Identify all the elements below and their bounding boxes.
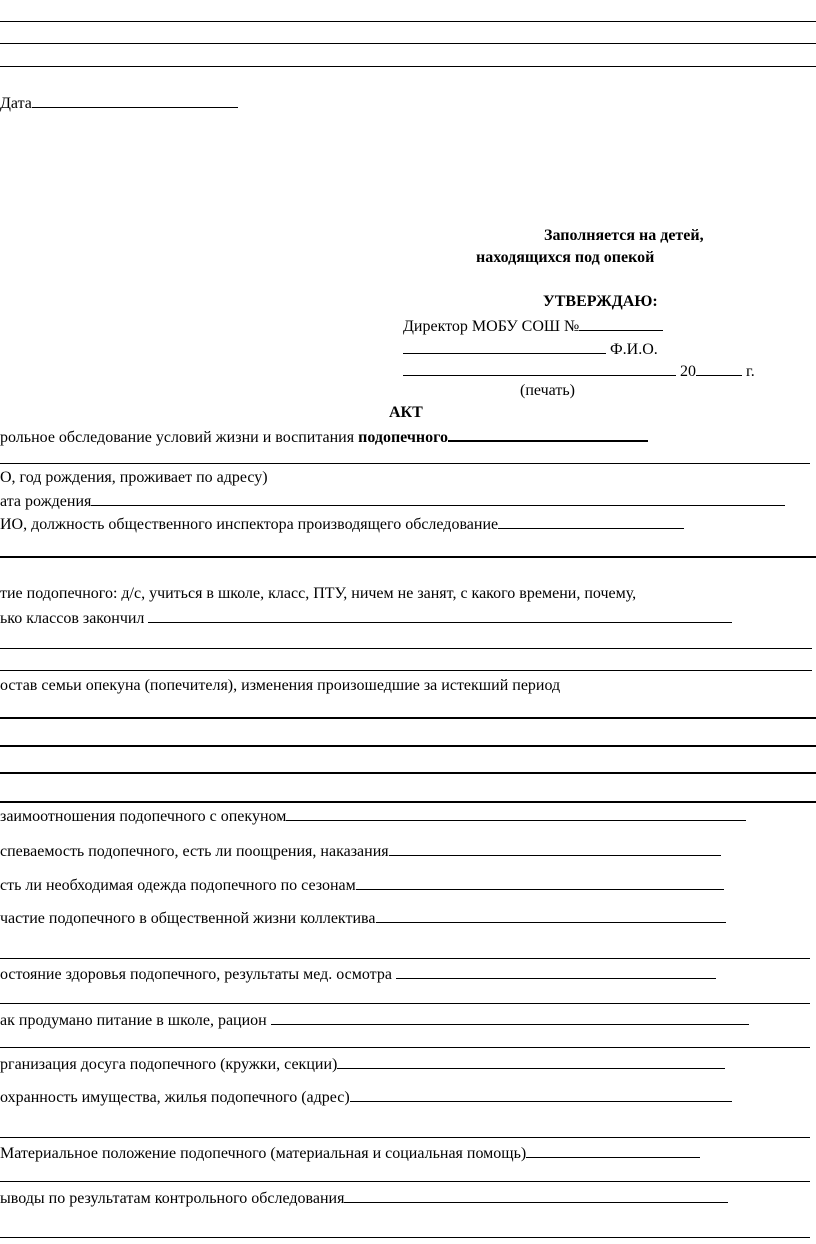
clothing-label: сть ли необходимая одежда подопечного по сезонам [0,877,356,894]
clothing-blank [356,874,724,890]
note-line-2: находящихся под опекой [476,249,655,266]
relations-field [0,805,746,827]
year-suffix: г. [746,363,755,380]
fio-line [403,338,658,360]
rule-j [0,1003,810,1004]
property-blank [350,1086,732,1102]
rule-i [0,958,810,959]
conclusions-blank [344,1187,728,1203]
act-subtitle-blank [448,425,648,442]
rule-f [0,745,816,747]
rule-n [0,1237,810,1238]
rule-m [0,1181,810,1182]
act-title: АКТ [389,404,423,421]
director-blank [579,315,663,331]
property-field [0,1086,732,1108]
inspector-label: ИО, должность общественного инспектора производящего обследование [0,516,499,533]
date-blank [32,92,238,108]
rule-k [0,1047,810,1048]
date-approval-blank [403,360,676,376]
rule-b [0,556,816,558]
director-line [403,315,663,337]
progress-blank [389,840,721,856]
progress-label: спеваемость подопечного, есть ли поощрения, наказания [0,843,389,860]
nutrition-blank [271,1009,749,1025]
fio-address-hint: О, год рождения, проживает по адресу) [0,469,268,486]
note-line-1: Заполняется на детей, [544,227,704,244]
social-field [0,907,726,929]
progress-field [0,840,721,862]
family-field: остав семьи опекуна (попечителя), изменения произошедшие за истекший период [0,677,561,694]
rule-e [0,717,816,719]
birth-date-blank [91,490,785,506]
occupation-line-1: тие подопечного: д/с, учиться в школе, класс, ПТУ, ничем не занят, с какого времени, почему, [0,585,637,602]
rule-d [0,670,812,671]
rule-h [0,801,816,803]
director-label: Директор МОБУ СОШ № [403,318,580,335]
occupation-line-2 [0,607,732,629]
nutrition-field [0,1009,749,1031]
clothing-field [0,874,724,896]
social-blank [376,907,726,923]
birth-date-label: ата рождения [0,493,92,510]
stamp-label: (печать) [520,382,575,399]
occupation-label: ько классов закончил [0,610,145,627]
date-label: Дата [0,95,32,112]
year-blank [696,360,742,376]
occupation-blank [148,607,732,623]
rule-l [0,1137,810,1138]
top-rule-3 [0,66,816,67]
top-rule-2 [0,43,816,44]
nutrition-label: ак продумано питание в школе, рацион [0,1012,267,1029]
rule-a [0,463,810,464]
inspector-field [0,513,684,535]
date-approval-line [403,360,755,382]
birth-date-field [0,490,785,512]
health-blank [396,963,716,979]
property-label: охранность имущества, жилья подопечного (адрес) [0,1089,350,1106]
leisure-label: рганизация досуга подопечного (кружки, секции) [0,1056,338,1073]
fio-label: Ф.И.О. [610,341,658,358]
year-prefix: 20 [680,363,696,380]
leisure-field [0,1053,725,1075]
approval-title: УТВЕРЖДАЮ: [543,293,658,310]
rule-g [0,772,816,774]
act-subtitle [0,425,648,448]
inspector-blank [498,513,684,529]
material-label: Материальное положение подопечного (материальная и социальная помощь) [0,1145,527,1162]
fio-blank [403,338,606,354]
leisure-blank [337,1053,725,1069]
conclusions-field [0,1187,728,1209]
relations-label: заимоотношения подопечного с опекуном [0,808,287,825]
health-field [0,963,716,985]
social-label: частие подопечного в общественной жизни коллектива [0,910,376,927]
material-blank [526,1142,700,1158]
health-label: остояние здоровья подопечного, результаты мед. осмотра [0,966,392,983]
top-rule-1 [0,21,816,22]
act-subtitle-bold: подопечного [358,429,448,446]
relations-blank [286,805,746,821]
date-field [0,92,238,114]
material-field [0,1142,700,1164]
act-subtitle-text: рольное обследование условий жизни и воспитания [0,429,355,446]
conclusions-label: ыводы по результатам контрольного обследования [0,1190,345,1207]
rule-c [0,648,812,649]
